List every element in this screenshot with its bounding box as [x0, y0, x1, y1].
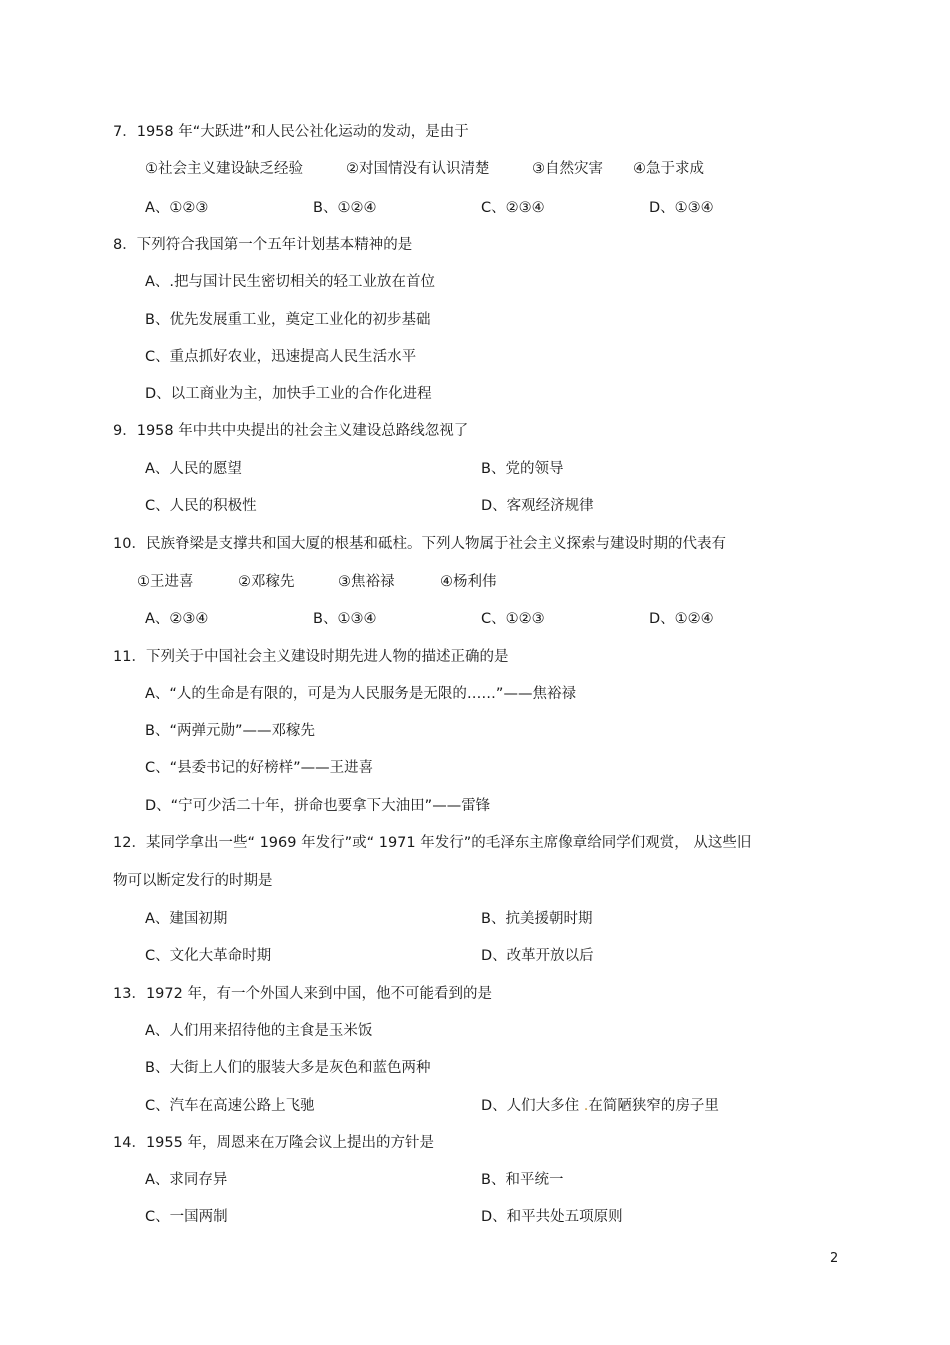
q7-item-3: ③自然灾害 [532, 161, 603, 177]
q7-option-a: A、①②③ [145, 200, 209, 216]
q7-option-b: B、①②④ [313, 200, 377, 216]
q13-option-a: A、人们用来招待他的主食是玉米饭 [145, 1023, 373, 1039]
q7-item-2: ②对国情没有认识清楚 [346, 161, 490, 177]
q8-option-d: D、以工商业为主，加快手工业的合作化进程 [145, 386, 432, 402]
q10-option-d: D、①②④ [649, 611, 714, 627]
q10-item-4: ④杨利伟 [440, 574, 497, 590]
q8-stem: 8．下列符合我国第一个五年计划基本精神的是 [113, 237, 413, 253]
q13-option-b: B、大街上人们的服装大多是灰色和蓝色两种 [145, 1060, 431, 1076]
q9-option-c: C、人民的积极性 [145, 498, 257, 514]
q12-option-c: C、文化大革命时期 [145, 948, 272, 964]
q12-option-a: A、建国初期 [145, 911, 228, 927]
q12-option-b: B、抗美援朝时期 [481, 911, 593, 927]
q12-stem-line-2: 物可以断定发行的时期是 [113, 873, 273, 889]
q8-option-c: C、重点抓好农业，迅速提高人民生活水平 [145, 349, 417, 365]
q10-option-c: C、①②③ [481, 611, 545, 627]
q7-item-4: ④急于求成 [633, 161, 704, 177]
q8-option-a: A、.把与国计民生密切相关的轻工业放在首位 [145, 274, 436, 290]
q12-option-d: D、改革开放以后 [481, 948, 594, 964]
q14-option-c: C、一国两制 [145, 1209, 228, 1225]
q9-option-d: D、客观经济规律 [481, 498, 594, 514]
q12-stem-line-1: 12．某同学拿出一些“ 1969 年发行”或“ 1971 年发行”的毛泽东主席像章给同学们观赏， 从这些旧 [113, 835, 752, 851]
q13-option-d-dot: . [583, 1098, 589, 1114]
q9-stem: 9．1958 年中共中央提出的社会主义建设总路线忽视了 [113, 423, 469, 439]
q11-option-c: C、“县委书记的好榜样”——王进喜 [145, 760, 374, 776]
q7-option-c: C、②③④ [481, 200, 545, 216]
q7-item-1: ①社会主义建设缺乏经验 [145, 161, 303, 177]
q11-option-a: A、“人的生命是有限的，可是为人民服务是无限的……”——焦裕禄 [145, 686, 576, 702]
q7-option-d: D、①③④ [649, 200, 714, 216]
q13-option-d [481, 1096, 719, 1116]
q9-option-a: A、人民的愿望 [145, 461, 242, 477]
q13-stem: 13．1972 年，有一个外国人来到中国，他不可能看到的是 [113, 986, 492, 1002]
q14-stem: 14．1955 年，周恩来在万隆会议上提出的方针是 [113, 1135, 434, 1151]
q10-item-1: ①王进喜 [137, 574, 194, 590]
q8-option-b: B、优先发展重工业，奠定工业化的初步基础 [145, 312, 431, 328]
q10-stem: 10．民族脊梁是支撑共和国大厦的根基和砥柱。下列人物属于社会主义探索与建设时期的代表有 [113, 536, 726, 552]
q10-item-2: ②邓稼先 [238, 574, 295, 590]
q14-option-a: A、求同存异 [145, 1172, 228, 1188]
q11-option-d: D、“宁可少活二十年，拼命也要拿下大油田”——雷锋 [145, 798, 491, 814]
q13-option-d-text-end: 在简陋狭窄的房子里 [588, 1098, 719, 1114]
q10-item-3: ③焦裕禄 [338, 574, 395, 590]
q10-option-b: B、①③④ [313, 611, 377, 627]
q7-stem: 7．1958 年“大跃进”和人民公社化运动的发动，是由于 [113, 124, 469, 140]
q10-option-a: A、②③④ [145, 611, 209, 627]
q13-option-c: C、汽车在高速公路上飞驰 [145, 1098, 315, 1114]
q14-option-d: D、和平共处五项原则 [481, 1209, 623, 1225]
page-number: 2 [830, 1251, 839, 1266]
q14-option-b: B、和平统一 [481, 1172, 564, 1188]
q11-stem: 11．下列关于中国社会主义建设时期先进人物的描述正确的是 [113, 649, 509, 665]
q13-option-d-text-start: D、人们大多住 [481, 1098, 584, 1114]
q9-option-b: B、党的领导 [481, 461, 564, 477]
q11-option-b: B、“两弹元勋”——邓稼先 [145, 723, 315, 739]
